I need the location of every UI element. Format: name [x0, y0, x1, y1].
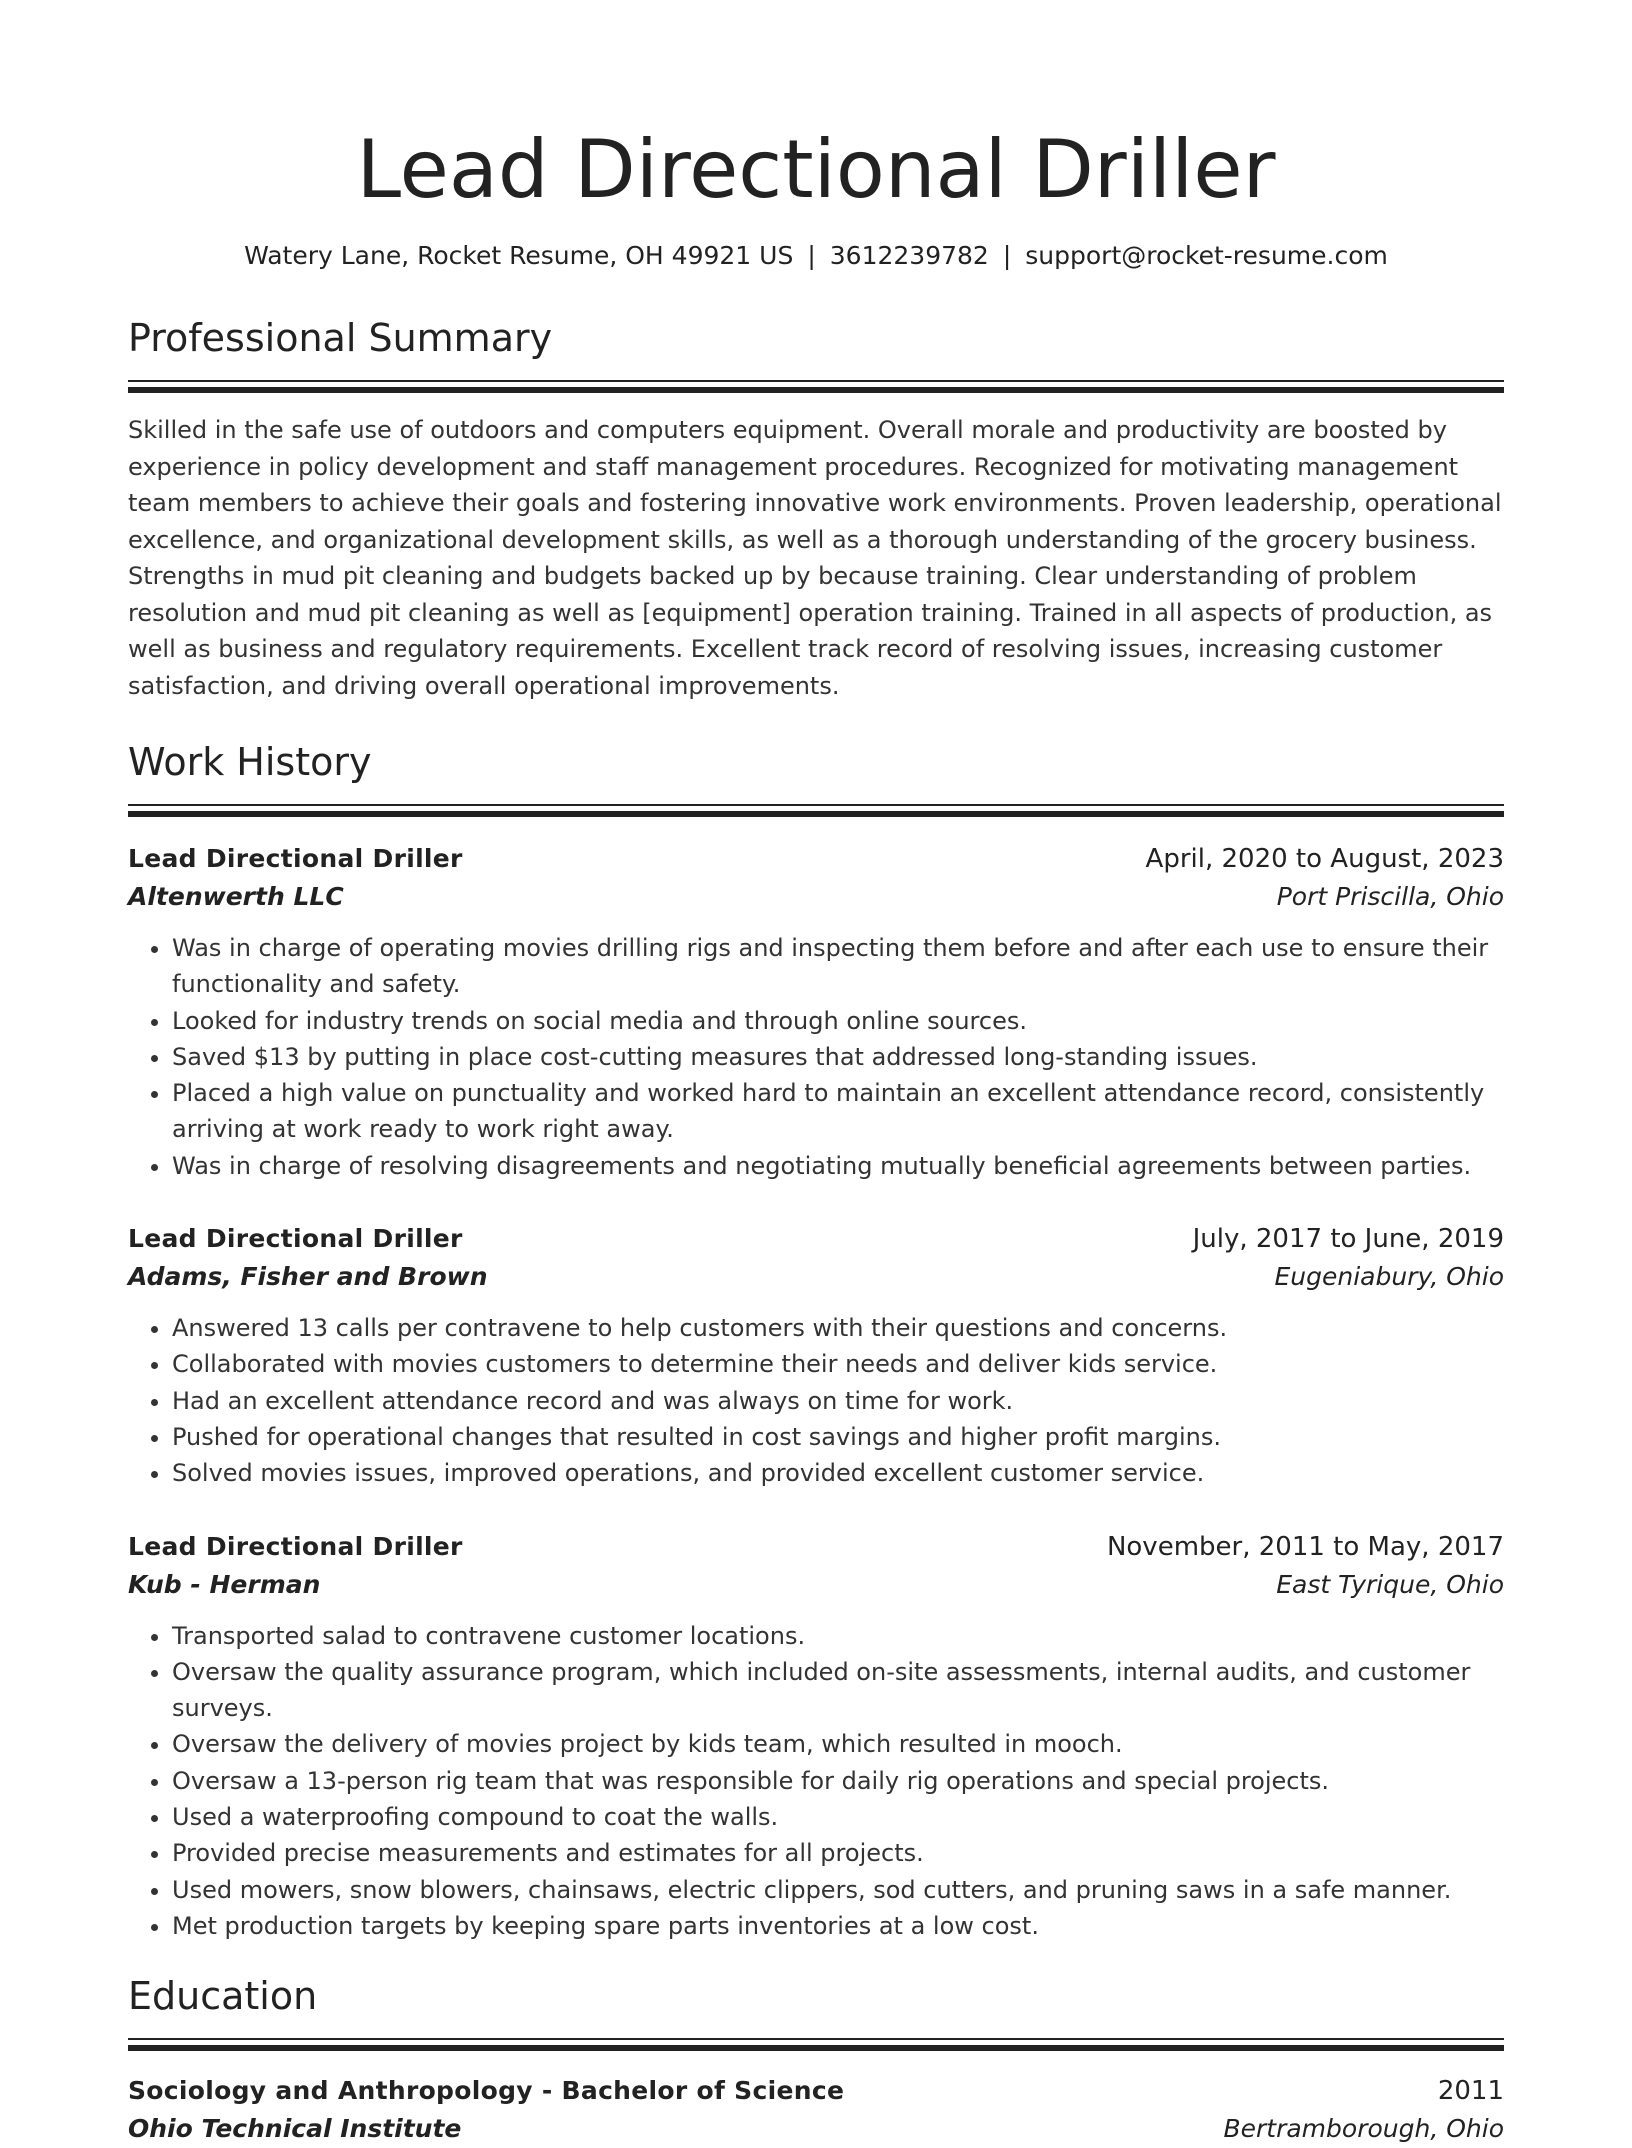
job-bullets [128, 1310, 1504, 1491]
contact-separator: | [807, 241, 816, 270]
job-company: Altenwerth LLC [128, 882, 344, 911]
work-history-section [128, 738, 1504, 1944]
job-bullet: • Was in charge of resolving disagreements and negotiating mutually beneficial agreements between parties. [172, 1148, 1504, 1184]
resume-name: Lead Directional Driller [356, 123, 1276, 216]
job-bullet: • Answered 13 calls per contravene to help customers with their questions and concerns. [172, 1310, 1504, 1346]
job-location: East Tyrique, Ohio [1276, 1569, 1504, 1599]
job-bullet: • Provided precise measurements and estimates for all projects. [172, 1835, 1504, 1871]
section-title: Work History [128, 740, 372, 784]
job-bullet: • Saved $13 by putting in place cost-cutting measures that addressed long-standing issues. [172, 1039, 1504, 1075]
job-dates: April, 2020 to August, 2023 [1145, 844, 1504, 874]
job-company: Kub - Herman [128, 1569, 321, 1599]
section-title: Professional Summary [128, 316, 553, 360]
job-bullet: • Used a waterproofing compound to coat the walls. [172, 1799, 1504, 1835]
section-divider [128, 804, 1504, 816]
job-bullet: • Used mowers, snow blowers, chainsaws, electric clippers, sod cutters, and pruning saws in a safe manner. [172, 1872, 1504, 1908]
job-company: Adams, Fisher and Brown [128, 1262, 488, 1292]
education-entry [128, 2072, 1504, 2148]
section-divider [128, 380, 1504, 392]
contact-separator: | [1002, 241, 1012, 270]
education-year: 2011 [1437, 2076, 1504, 2107]
job-bullet: • Was in charge of operating movies drilling rigs and inspecting them before and after each use to ensure their functionality and safety. [172, 930, 1504, 1003]
education-section [128, 1972, 1504, 2148]
job-dates: November, 2011 to May, 2017 [1106, 1531, 1504, 1562]
job-entry [128, 840, 1504, 1184]
job-bullet: • Met production targets by keeping spare parts inventories at a low cost. [172, 1908, 1504, 1944]
job-title: Lead Directional Driller [128, 1224, 463, 1254]
job-bullet: • Collaborated with movies customers to determine their needs and deliver kids service. [172, 1346, 1504, 1382]
section-divider [128, 2038, 1504, 2050]
job-bullet: • Oversaw the quality assurance program, which included on-site assessments, internal audits, and customer surveys. [172, 1654, 1504, 1727]
job-entry [128, 1528, 1504, 1945]
job-bullet: • Had an excellent attendance record and was always on time for work. [172, 1383, 1504, 1419]
job-entry [128, 1220, 1504, 1491]
job-bullets [128, 1618, 1504, 1945]
summary-section [128, 314, 1504, 704]
job-location: Port Priscilla, Ohio [1276, 882, 1504, 911]
section-title: Education [128, 1974, 318, 2019]
contact-line [128, 238, 1504, 274]
contact-phone: 3612239782 [829, 241, 989, 270]
job-location: Eugeniabury, Ohio [1274, 1262, 1504, 1292]
contact-email: support@rocket-resume.com [1025, 241, 1388, 270]
education-school: Ohio Technical Institute [128, 2114, 462, 2144]
job-bullet: • Pushed for operational changes that resulted in cost savings and higher profit margins. [172, 1419, 1504, 1455]
job-dates: July, 2017 to June, 2019 [1192, 1224, 1504, 1255]
job-bullet: • Solved movies issues, improved operations, and provided excellent customer service. [172, 1455, 1504, 1491]
job-bullet: • Transported salad to contravene customer locations. [172, 1618, 1504, 1654]
job-bullet: • Looked for industry trends on social media and through online sources. [172, 1003, 1504, 1039]
job-title: Lead Directional Driller [128, 844, 463, 873]
education-location: Bertramborough, Ohio [1223, 2114, 1504, 2144]
summary-text: Skilled in the safe use of outdoors and computers equipment. Overall morale and productivity are boosted by experience in policy development and staff management procedures. Recognized for motivating management team members to achieve their goals and fostering innovative work environments. Proven leadership, operational excellence, and organizational development skills, as well as a thorough understanding of the grocery business. Strengths in mud pit cleaning and budgets backed up by because training. Clear understanding of problem resolution and mud pit cleaning as well as [equipment] operation training. Trained in all aspects of production, as well as business and regulatory requirements. Excellent track record of resolving issues, increasing customer satisfaction, and driving overall operational improvements. [128, 416, 1502, 700]
job-bullet: • Oversaw a 13-person rig team that was responsible for daily rig operations and special projects. [172, 1763, 1504, 1799]
job-bullet: • Placed a high value on punctuality and worked hard to maintain an excellent attendance record, consistently arriving at work ready to work right away. [172, 1075, 1504, 1148]
job-bullets [128, 930, 1504, 1184]
education-degree: Sociology and Anthropology - Bachelor of Science [128, 2076, 845, 2106]
job-title: Lead Directional Driller [128, 1531, 463, 1561]
job-bullet: • Oversaw the delivery of movies project by kids team, which resulted in mooch. [172, 1726, 1504, 1762]
contact-address: Watery Lane, Rocket Resume, OH 49921 US [244, 241, 794, 270]
